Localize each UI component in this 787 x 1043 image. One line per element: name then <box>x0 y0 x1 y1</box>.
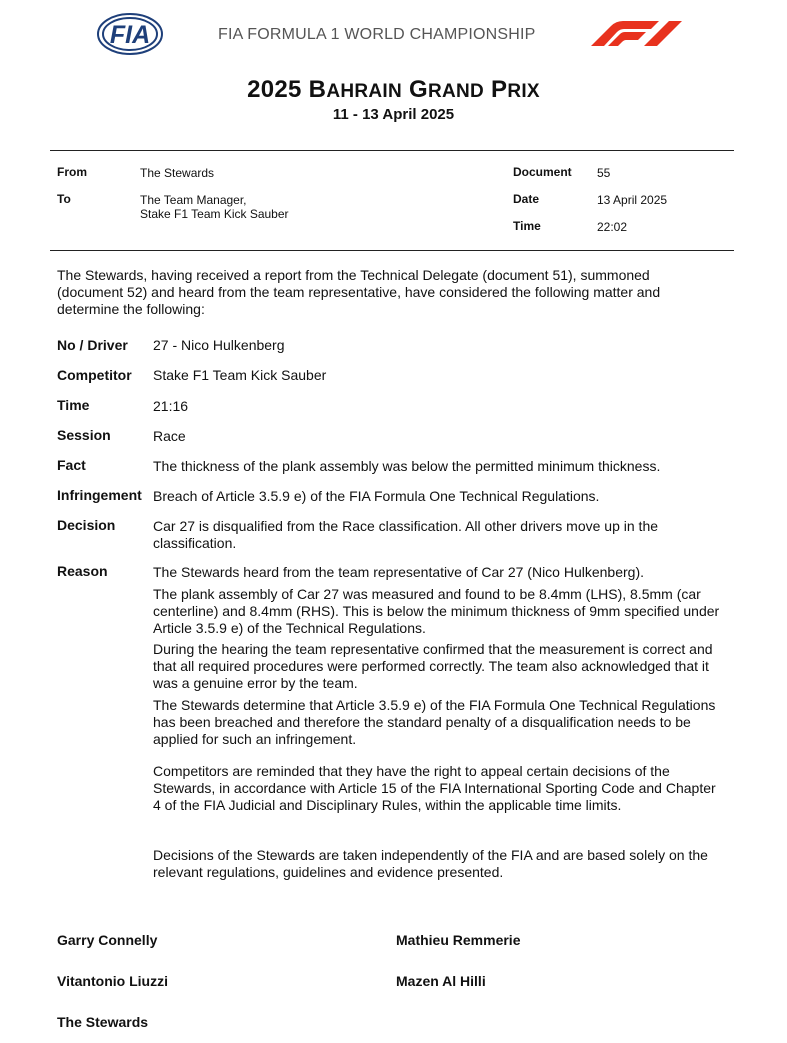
time-label: Time <box>513 219 541 233</box>
championship-title: FIA FORMULA 1 WORLD CHAMPIONSHIP <box>218 26 536 43</box>
f1-logo-icon <box>589 20 687 48</box>
session-value: Race <box>153 428 186 444</box>
appeal-notice: Competitors are reminded that they have the right to appeal certain decisions of the Stewards, in accordance with Article 15 of the FIA International Sporting Code and Chapter 4 of the FIA Judicial and Disciplinary Rules, within the applicable time limits. <box>153 763 716 813</box>
independence-notice: Decisions of the Stewards are taken independently of the FIA and are based solely on the relevant regulations, guidelines and evidence presented. <box>153 847 708 880</box>
to-value-line2: Stake F1 Team Kick Sauber <box>140 207 289 221</box>
incident-time-value: 21:16 <box>153 398 189 414</box>
competitor-label: Competitor <box>57 367 132 383</box>
steward-signature: Garry Connelly <box>57 932 158 948</box>
document-title: 2025 BAHRAIN GRAND PRIX <box>247 76 540 103</box>
infringement-label: Infringement <box>57 487 142 503</box>
incident-time-label: Time <box>57 397 90 413</box>
reason-value: The Stewards heard from the team representative of Car 27 (Nico Hulkenberg). <box>153 564 645 580</box>
from-value: The Stewards <box>140 166 215 180</box>
driver-label: No / Driver <box>57 337 128 353</box>
fact-value: The thickness of the plank assembly was below the permitted minimum thickness. <box>153 458 661 474</box>
document-value: 55 <box>597 166 611 180</box>
steward-signature: Vitantonio Liuzzi <box>57 973 168 989</box>
header-top-rule <box>50 150 734 151</box>
decision-label: Decision <box>57 517 116 533</box>
steward-signature: Mathieu Remmerie <box>396 932 521 948</box>
header-bottom-rule <box>50 250 734 251</box>
from-label: From <box>57 165 87 179</box>
document-label: Document <box>513 165 572 179</box>
reason-paragraph: The plank assembly of Car 27 was measured and found to be 8.4mm (LHS), 8.5mm (car centerline) and 8.4mm (RHS). This is below the minimum thickness of 9mm specified under Article 3.5.9 e) of the Technical Regulations. <box>153 586 720 636</box>
stewards-footer: The Stewards <box>57 1014 149 1030</box>
fact-label: Fact <box>57 457 86 473</box>
steward-signature: Mazen Al Hilli <box>396 973 486 989</box>
fia-logo-text: FIA <box>109 21 151 49</box>
time-value: 22:02 <box>597 220 628 234</box>
competitor-value: Stake F1 Team Kick Sauber <box>153 367 327 383</box>
date-value: 13 April 2025 <box>597 193 668 207</box>
reason-label: Reason <box>57 563 108 579</box>
fia-logo-icon <box>96 12 164 56</box>
driver-value: 27 - Nico Hulkenberg <box>153 337 285 353</box>
to-value-line1: The Team Manager, <box>140 193 247 207</box>
reason-paragraph: The Stewards determine that Article 3.5.9 e) of the FIA Formula One Technical Regulations has been breached and therefore the standard penalty of a disqualification needs to be applied for such an infringement. <box>153 697 716 747</box>
session-label: Session <box>57 427 111 443</box>
to-label: To <box>57 192 71 206</box>
reason-paragraph: During the hearing the team representative confirmed that the measurement is correct and that all required procedures were performed correctly. The team also acknowledged that it was a genuine error by the team. <box>153 641 713 691</box>
decision-value: Car 27 is disqualified from the Race classification. All other drivers move up in the classification. <box>153 518 659 551</box>
intro-paragraph: The Stewards, having received a report from the Technical Delegate (document 51), summoned (document 52) and heard from the team representative, have considered the following matter and determine the following: <box>57 267 661 317</box>
infringement-value: Breach of Article 3.5.9 e) of the FIA Formula One Technical Regulations. <box>153 488 600 504</box>
date-label: Date <box>513 192 540 206</box>
event-dates: 11 - 13 April 2025 <box>332 106 455 123</box>
